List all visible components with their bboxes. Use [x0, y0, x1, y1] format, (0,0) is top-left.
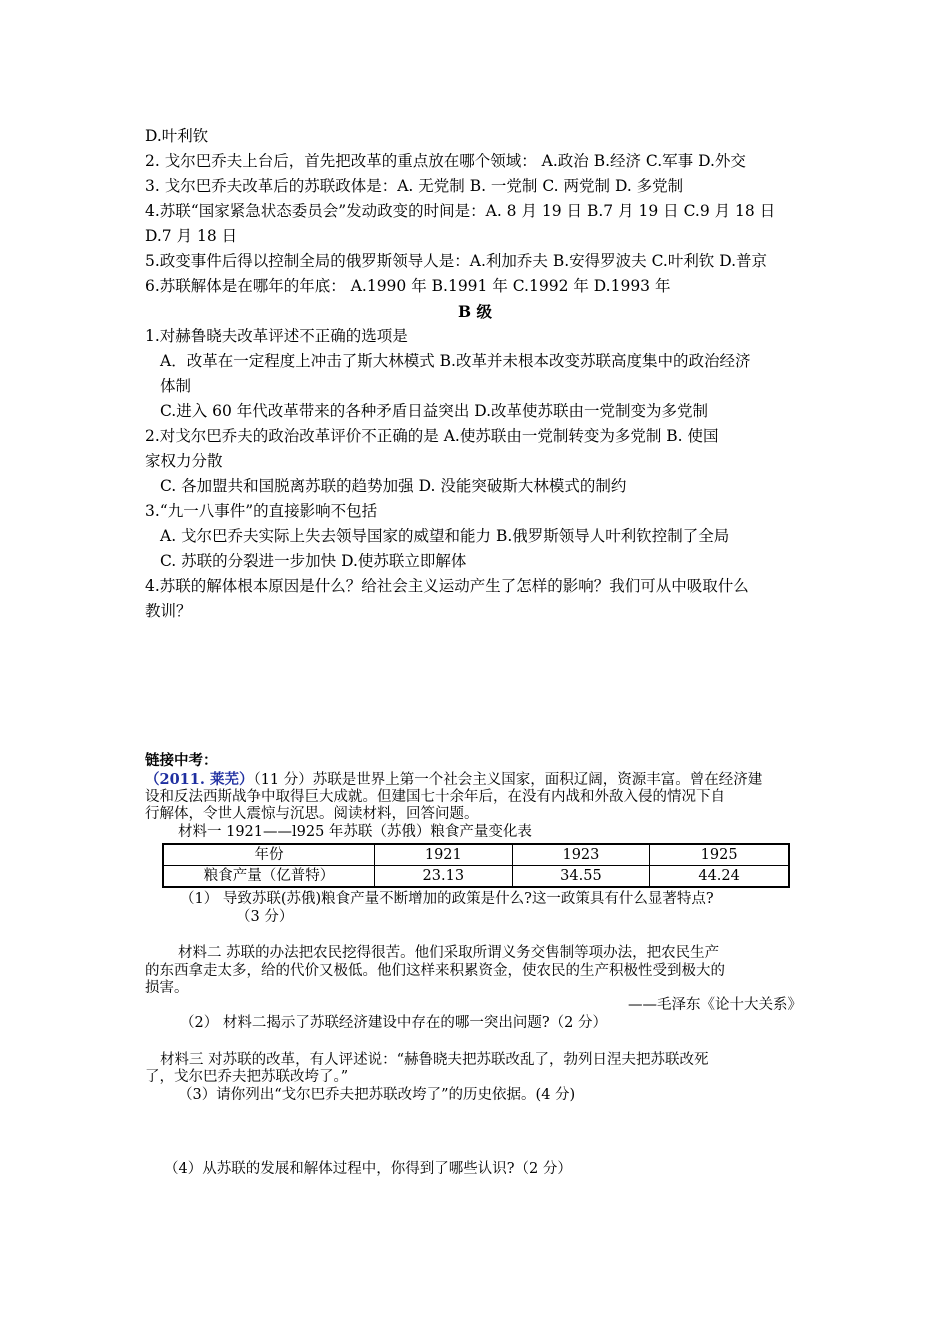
q3-line: 3. 戈尔巴乔夫改革后的苏联政体是：A. 无党制 B. 一党制 C. 两党制 D. 多党制 — [145, 177, 684, 195]
grain-output-table — [162, 843, 790, 888]
b-q4-line2: 教训？ — [145, 602, 192, 620]
exam-intro-line1 — [145, 771, 762, 789]
table-cell: 粮食产量（亿普特） — [163, 866, 375, 888]
table-row — [163, 866, 789, 888]
exam-q4: （4）从苏联的发展和解体过程中，你得到了哪些认识?（2 分） — [164, 1161, 572, 1177]
q4-line1: 4.苏联“国家紧急状态委员会”发动政变的时间是：A. 8 月 19 日 B.7 月 19 日 C.9 月 18 日 — [145, 202, 776, 220]
b-q2-line2: 家权力分散 — [145, 452, 223, 470]
material2-line2: 的东西拿走太多，给的代价又极低。他们这样来积累资金，使农民的生产积极性受到极大的 — [145, 963, 725, 979]
exam-q1-line1: （1） 导致苏联(苏俄)粮食产量不断增加的政策是什么?这一政策具有什么显著特点? — [180, 891, 714, 907]
material1-title: 材料一 1921——l925 年苏联（苏俄）粮食产量变化表 — [178, 824, 532, 840]
b-q1-stem: 1.对赫鲁晓夫改革评述不正确的选项是 — [145, 327, 408, 345]
b-q3-options-ab: A. 戈尔巴乔夫实际上失去领导国家的威望和能力 B.俄罗斯领导人叶利钦控制了全局 — [160, 527, 730, 545]
b-q3-stem: 3.“九一八事件”的直接影响不包括 — [145, 502, 378, 520]
b-q1-options-cd: C.进入 60 年代改革带来的各种矛盾日益突出 D.改革使苏联由一党制变为多党制 — [160, 402, 709, 420]
exam-q3: （3）请你列出“戈尔巴乔夫把苏联改垮了”的历史依据。(4 分) — [178, 1087, 576, 1103]
q2-line: 2. 戈尔巴乔夫上台后，首先把改革的重点放在哪个领域： A.政治 B.经济 C.军事 D.外交 — [145, 152, 746, 170]
material3-line1: 材料三 对苏联的改革，有人评述说：“赫鲁晓夫把苏联改乱了，勃列日涅夫把苏联改死 — [160, 1052, 709, 1068]
table-cell: 23.13 — [375, 866, 513, 888]
exam-q2: （2） 材料二揭示了苏联经济建设中存在的哪一突出问题?（2 分） — [180, 1015, 607, 1031]
exam-link-heading: 链接中考： — [145, 752, 218, 769]
material2-line3: 损害。 — [145, 980, 189, 996]
table-cell: 1925 — [650, 844, 789, 866]
b-q2-line1: 2.对戈尔巴乔夫的政治改革评价不正确的是 A.使苏联由一党制转变为多党制 B. 使国 — [145, 427, 719, 445]
table-cell: 44.24 — [650, 866, 789, 888]
b-q1-options-ab-cont: 体制 — [160, 377, 192, 395]
exam-source: （2011. 莱芜） — [145, 771, 254, 788]
q6-line: 6.苏联解体是在哪年的年底： A.1990 年 B.1991 年 C.1992 年 D.1993 年 — [145, 277, 671, 295]
material2-line1: 材料二 苏联的办法把农民挖得很苦。他们采取所谓义务交售制等项办法，把农民生产 — [178, 945, 720, 961]
material2-quote-source: ——毛泽东《论十大关系》 — [628, 997, 802, 1013]
table-cell: 1921 — [375, 844, 513, 866]
q4-line2: D.7 月 18 日 — [145, 227, 238, 245]
table-row — [163, 844, 789, 866]
exam-intro-text: （11 分）苏联是世界上第一个社会主义国家，面积辽阔，资源丰富。曾在经济建 — [253, 772, 763, 788]
b-q2-options-cd: C. 各加盟共和国脱离苏联的趋势加强 D. 没能突破斯大林模式的制约 — [160, 477, 627, 495]
b-level-heading: B 级 — [458, 302, 492, 321]
exam-intro-line2: 设和反法西斯战争中取得巨大成就。但建国七十余年后，在没有内战和外敌入侵的情况下自 — [145, 789, 725, 805]
b-q3-options-cd: C. 苏联的分裂进一步加快 D.使苏联立即解体 — [160, 552, 467, 570]
table-cell: 34.55 — [512, 866, 650, 888]
q5-line: 5.政变事件后得以控制全局的俄罗斯领导人是：A.利加乔夫 B.安得罗波夫 C.叶利钦 D.普京 — [145, 252, 768, 270]
material3-line2: 了，戈尔巴乔夫把苏联改垮了。” — [145, 1069, 349, 1085]
exam-q1-line2: （3 分） — [236, 909, 294, 925]
q1-option-d: D.叶利钦 — [145, 127, 209, 145]
b-q4-line1: 4.苏联的解体根本原因是什么？给社会主义运动产生了怎样的影响？我们可从中吸取什么 — [145, 577, 749, 595]
exam-intro-line3: 行解体，令世人震惊与沉思。阅读材料，回答问题。 — [145, 806, 479, 822]
table-cell: 年份 — [163, 844, 375, 866]
table-cell: 1923 — [512, 844, 650, 866]
b-q1-options-ab: A．改革在一定程度上冲击了斯大林模式 B.改革并未根本改变苏联高度集中的政治经济 — [160, 352, 751, 370]
